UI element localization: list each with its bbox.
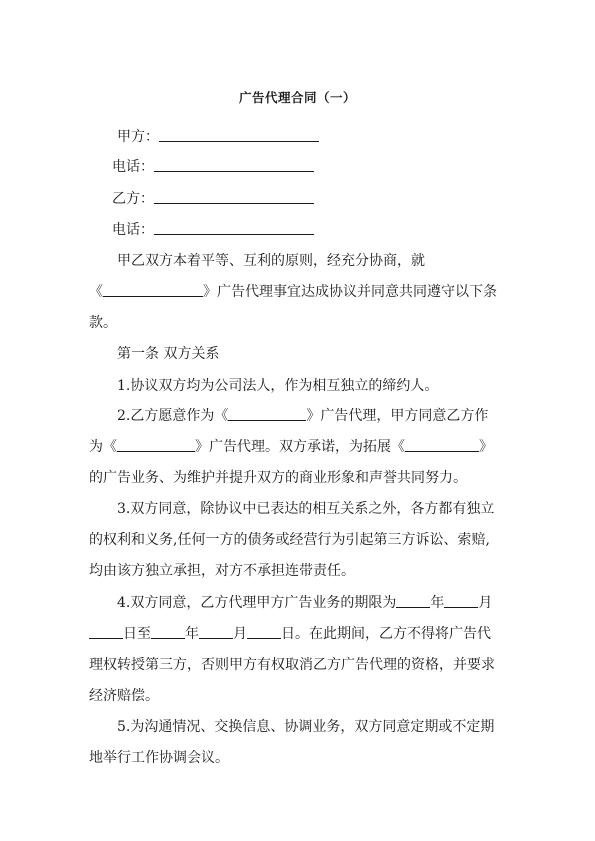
clause-4-line-1: [117, 593, 537, 613]
clause-2-text-a: 2.乙方愿意作为《: [117, 408, 229, 424]
party-a-label: 甲方：: [117, 129, 159, 145]
clause-5-line-2: 地举行工作协调会议。: [89, 750, 229, 766]
clause-2-text-d: 》广告代理。双方承诺，为拓展《: [195, 439, 405, 455]
clause-1: 1.协议双方均为公司法人，作为相互独立的缔约人。: [117, 378, 439, 394]
intro-line-3: 款。: [89, 315, 117, 331]
clause-2-line-2: [89, 437, 509, 457]
clause-4-year2-label: 年: [185, 626, 199, 642]
clause-4-year2-blank: [151, 624, 185, 639]
party-b-field: [112, 189, 532, 209]
clause-2-line-1: [117, 406, 537, 426]
phone-a-field: [112, 157, 532, 177]
phone-b-label: 电话：: [112, 222, 154, 238]
clause-4-day-to-label: 日至: [123, 626, 151, 642]
clause-2-blank-2: [117, 437, 195, 452]
phone-a-blank: [154, 157, 314, 172]
article-1-heading: 第一条 双方关系: [117, 346, 220, 362]
clause-3-line-3: 均由该方独立承担，对方不承担连带责任。: [89, 563, 355, 579]
clause-2-line-3: 的广告业务、为维护并提升双方的商业形象和声誉共同努力。: [89, 470, 467, 486]
clause-4-text-a: 4.双方同意，乙方代理甲方广告业务的期限为: [117, 595, 397, 611]
clause-4-line-2: [89, 624, 509, 644]
clause-4-year-blank: [396, 593, 430, 608]
clause-4-text-b: 日。在此期间，乙方不得将广告代: [281, 626, 491, 642]
clause-2-blank-3: [405, 437, 479, 452]
clause-4-month-blank: [444, 593, 478, 608]
clause-2-text-b: 》广告代理，甲方同意乙方作: [306, 408, 489, 424]
clause-4-day-blank: [89, 624, 123, 639]
clause-4-line-4: 经济赔偿。: [89, 688, 159, 704]
clause-3-line-2: 的权利和义务,任何一方的债务或经营行为引起第三方诉讼、索赔,: [89, 532, 490, 548]
clause-2-text-c: 为《: [89, 439, 117, 455]
intro-contract-blank: [103, 282, 203, 297]
clause-3-line-1: 3.双方同意，除协议中已表达的相互关系之外，各方都有独立: [117, 501, 495, 517]
phone-b-blank: [154, 220, 314, 235]
clause-4-month-label: 月: [478, 595, 493, 611]
phone-b-field: [112, 220, 532, 240]
intro-open-bracket: 《: [89, 284, 103, 300]
clause-4-month2-label: 月: [233, 626, 247, 642]
party-a-blank: [159, 127, 319, 142]
clause-2-text-e: 》: [479, 439, 493, 455]
clause-2-blank-1: [228, 406, 306, 421]
party-a-field: [117, 127, 537, 147]
party-b-blank: [154, 189, 314, 204]
intro-line-2-text: 》广告代理事宜达成协议并同意共同遵守以下条: [203, 284, 497, 300]
document-title: 广告代理合同（一）: [238, 90, 356, 105]
clause-4-day2-blank: [247, 624, 281, 639]
clause-4-line-3: 理权转授第三方，否则甲方有权取消乙方广告代理的资格，并要求: [89, 657, 495, 673]
phone-a-label: 电话：: [112, 159, 154, 175]
intro-line-1: 甲乙双方本着平等、互利的原则，经充分协商，就: [117, 253, 425, 269]
clause-4-year-label: 年: [430, 595, 445, 611]
party-b-label: 乙方：: [112, 191, 154, 207]
clause-5-line-1: 5.为沟通情况、交换信息、协调业务，双方同意定期或不定期: [117, 719, 495, 735]
clause-4-month2-blank: [199, 624, 233, 639]
intro-line-2: [89, 282, 509, 302]
